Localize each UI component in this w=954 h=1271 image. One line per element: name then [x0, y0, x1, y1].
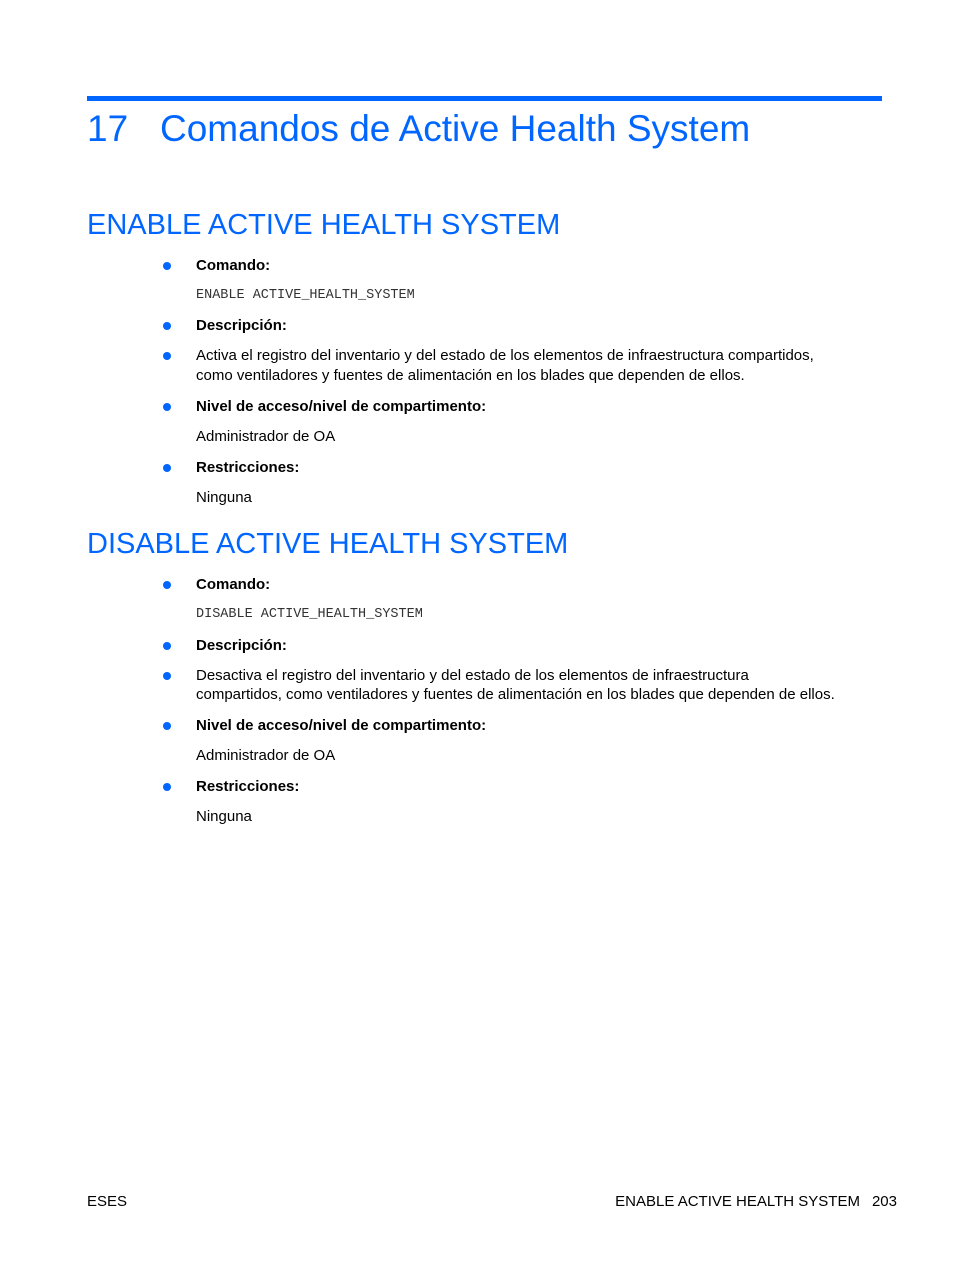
description-line: Desactiva el registro del inventario y del estado de los elementos de infraestructura: [196, 667, 749, 684]
chapter-title-text: Comandos de Active Health System: [160, 108, 751, 149]
restrictions-label: Restricciones:: [196, 778, 300, 795]
bullet-icon: [163, 322, 171, 330]
bullet-icon: [163, 722, 171, 730]
footer-section: ENABLE ACTIVE HEALTH SYSTEM: [615, 1193, 860, 1210]
chapter-rule: [87, 96, 882, 101]
bullet-icon: [163, 464, 171, 472]
description-line: Activa el registro del inventario y del estado de los elementos de infraestructura compartidos,: [196, 347, 814, 364]
description-line: compartidos, como ventiladores y fuentes de alimentación en los blades que dependen de ellos.: [196, 686, 835, 703]
description-label: Descripción:: [196, 637, 287, 654]
bullet-icon: [163, 642, 171, 650]
bullet-icon: [163, 672, 171, 680]
bullet-icon: [163, 403, 171, 411]
bullet-icon: [163, 581, 171, 589]
restrictions-value: Ninguna: [196, 489, 252, 506]
restrictions-value: Ninguna: [196, 808, 252, 825]
access-value: Administrador de OA: [196, 747, 336, 764]
access-label: Nivel de acceso/nivel de compartimento:: [196, 717, 487, 734]
restrictions-label: Restricciones:: [196, 459, 300, 476]
page-number: 203: [871, 1193, 897, 1210]
command-label: Comando:: [196, 576, 271, 593]
bullet-icon: [163, 262, 171, 270]
bullet-icon: [163, 352, 171, 360]
section-title-disable: DISABLE ACTIVE HEALTH SYSTEM: [87, 528, 569, 560]
access-value: Administrador de OA: [196, 428, 336, 445]
chapter-number: 17: [87, 108, 129, 149]
command-code: ENABLE ACTIVE_HEALTH_SYSTEM: [196, 288, 415, 303]
section-title-enable: ENABLE ACTIVE HEALTH SYSTEM: [87, 209, 561, 241]
access-label: Nivel de acceso/nivel de compartimento:: [196, 398, 487, 415]
description-label: Descripción:: [196, 317, 287, 334]
description-line: como ventiladores y fuentes de alimentación en los blades que dependen de ellos.: [196, 367, 745, 384]
footer-running-head: [615, 1192, 897, 1211]
bullet-icon: [163, 783, 171, 791]
footer-locale: ESES: [87, 1193, 128, 1210]
chapter-title: [87, 106, 750, 152]
command-label: Comando:: [196, 257, 271, 274]
command-code: DISABLE ACTIVE_HEALTH_SYSTEM: [196, 607, 423, 622]
